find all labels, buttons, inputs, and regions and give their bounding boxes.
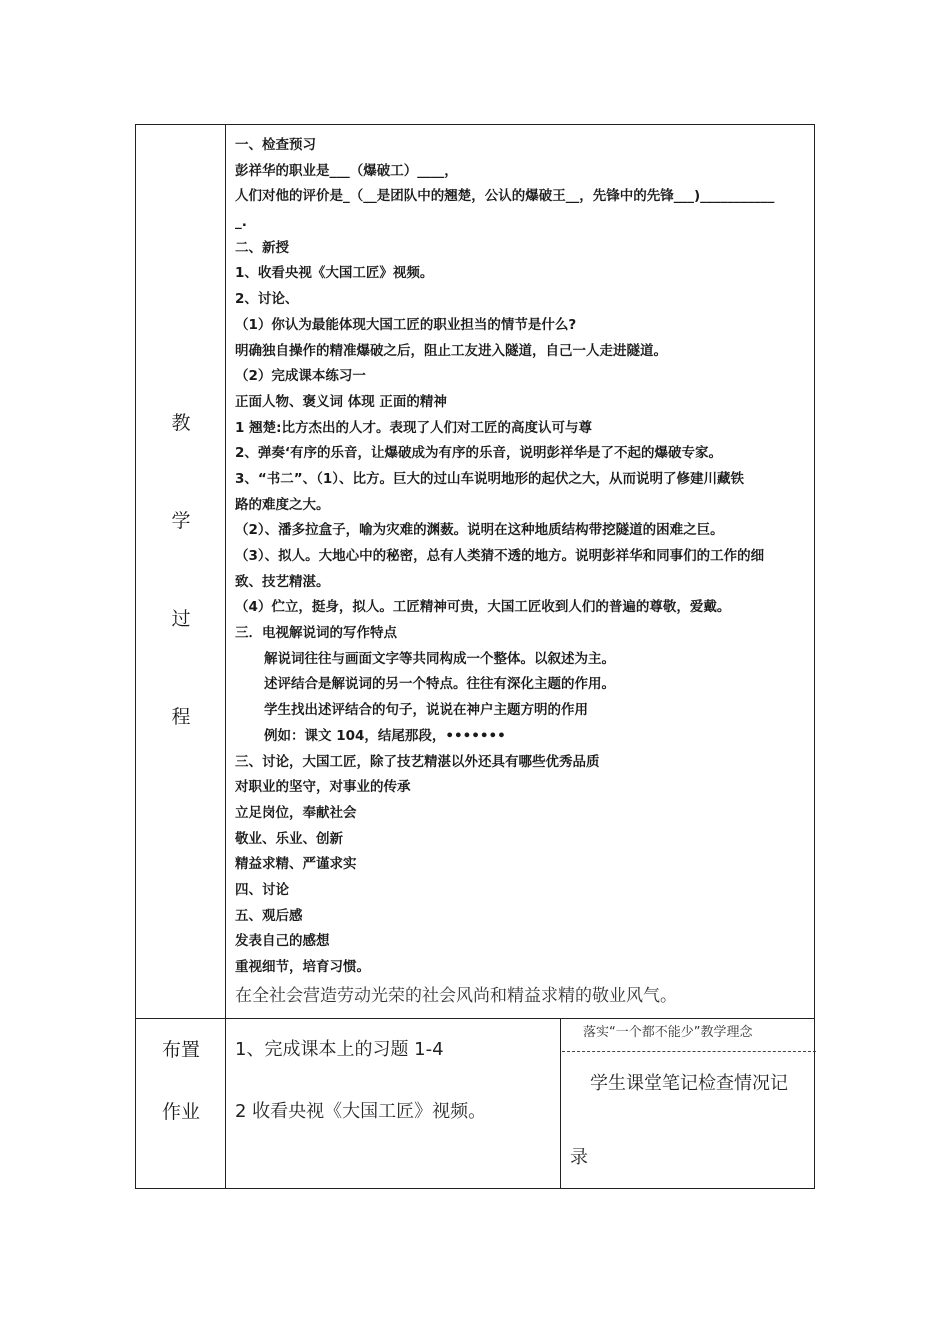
process-line: _.	[235, 214, 247, 231]
process-line: 述评结合是解说词的另一个特点。往往有深化主题的作用。	[264, 676, 615, 693]
process-line: 三．电视解说词的写作特点	[235, 625, 397, 642]
process-line: 彭祥华的职业是___（爆破工）____，	[235, 162, 458, 179]
process-line: 一、检查预习	[235, 137, 316, 153]
process-line: 1 翘楚:比方杰出的人才。表现了人们对工匠的高度认可与尊	[235, 419, 592, 436]
process-label-char: 程	[171, 706, 191, 728]
process-line: 路的难度之大。	[235, 496, 330, 513]
homework-item: 1、完成课本上的习题 1-4	[235, 1039, 444, 1060]
notes-line: 学生课堂笔记检查情况记	[590, 1073, 788, 1094]
process-line: 五、观后感	[235, 907, 303, 924]
homework-label-bottom: 作业	[161, 1101, 200, 1123]
process-line: （1）你认为最能体现大国工匠的职业担当的情节是什么?	[235, 316, 577, 333]
notes-divider	[560, 1018, 561, 1188]
process-line: 重视细节，培育习惯。	[235, 959, 370, 975]
process-line: 解说词往往与画面文字等共同构成一个整体。以叙述为主。	[264, 650, 615, 667]
process-line: （2）、潘多拉盒子，喻为灾难的渊薮。说明在这种地质结构带挖隧道的困难之巨。	[235, 522, 724, 539]
process-line: 2、讨论、	[235, 291, 299, 308]
homework-label-top: 布置	[161, 1039, 200, 1061]
process-line: 人们对他的评价是_（__是团队中的翘楚，公认的爆破王__，先锋中的先锋___)___________	[235, 188, 775, 205]
process-label-char: 过	[171, 608, 191, 630]
process-line: 例如：课文 104，结尾那段，•••••••	[264, 727, 506, 744]
process-content	[235, 133, 807, 1010]
process-line: 发表自己的感想	[235, 933, 330, 950]
process-line: 学生找出述评结合的句子，说说在神户主题方明的作用	[264, 702, 588, 719]
process-line: 3、“书二”、（1）、比方。巨大的过山车说明地形的起伏之大，从而说明了修建川藏铁	[235, 470, 745, 487]
process-line: （4）伫立，挺身，拟人。工匠精神可贵，大国工匠收到人们的普遍的尊敬，爱戴。	[235, 599, 731, 616]
homework-item: 2 收看央视《大国工匠》视频。	[235, 1101, 487, 1122]
process-line: （3）、拟人。大地心中的秘密，总有人类猜不透的地方。说明彭祥华和同事们的工作的细	[235, 548, 765, 564]
process-line: （2）完成课本练习一	[235, 368, 366, 385]
process-line: 四、讨论	[235, 881, 289, 898]
process-line: 明确独自操作的精准爆破之后，阻止工友进入隧道，自己一人走进隧道。	[235, 342, 667, 359]
process-line: 正面人物、褒义词 体现 正面的精神	[235, 393, 447, 410]
process-label-char: 学	[171, 510, 191, 532]
process-line: 二、新授	[235, 239, 289, 256]
lesson-table	[135, 124, 815, 1189]
row-divider	[136, 1018, 814, 1019]
process-line: 对职业的坚守，对事业的传承	[235, 779, 411, 796]
dashed-divider	[562, 1051, 816, 1052]
notes-header: 落实“一个都不能少”教学理念	[583, 1025, 753, 1040]
process-line: 精益求精、严谨求实	[235, 856, 357, 873]
process-line: 1、收看央视《大国工匠》视频。	[235, 265, 434, 282]
process-line: 三、讨论，大国工匠，除了技艺精湛以外还具有哪些优秀品质	[235, 753, 600, 770]
notes-line: 录	[570, 1147, 588, 1168]
process-line: 在全社会营造劳动光荣的社会风尚和精益求精的敬业风气。	[235, 985, 677, 1006]
process-line: 致、技艺精湛。	[235, 573, 330, 590]
process-line: 敬业、乐业、创新	[235, 830, 343, 847]
process-label-char: 教	[171, 412, 191, 434]
process-line: 2、弹奏‘有序的乐音，让爆破成为有序的乐音，说明彭祥华是了不起的爆破专家。	[235, 445, 723, 462]
process-line: 立足岗位，奉献社会	[235, 804, 357, 821]
column-divider	[225, 125, 226, 1188]
